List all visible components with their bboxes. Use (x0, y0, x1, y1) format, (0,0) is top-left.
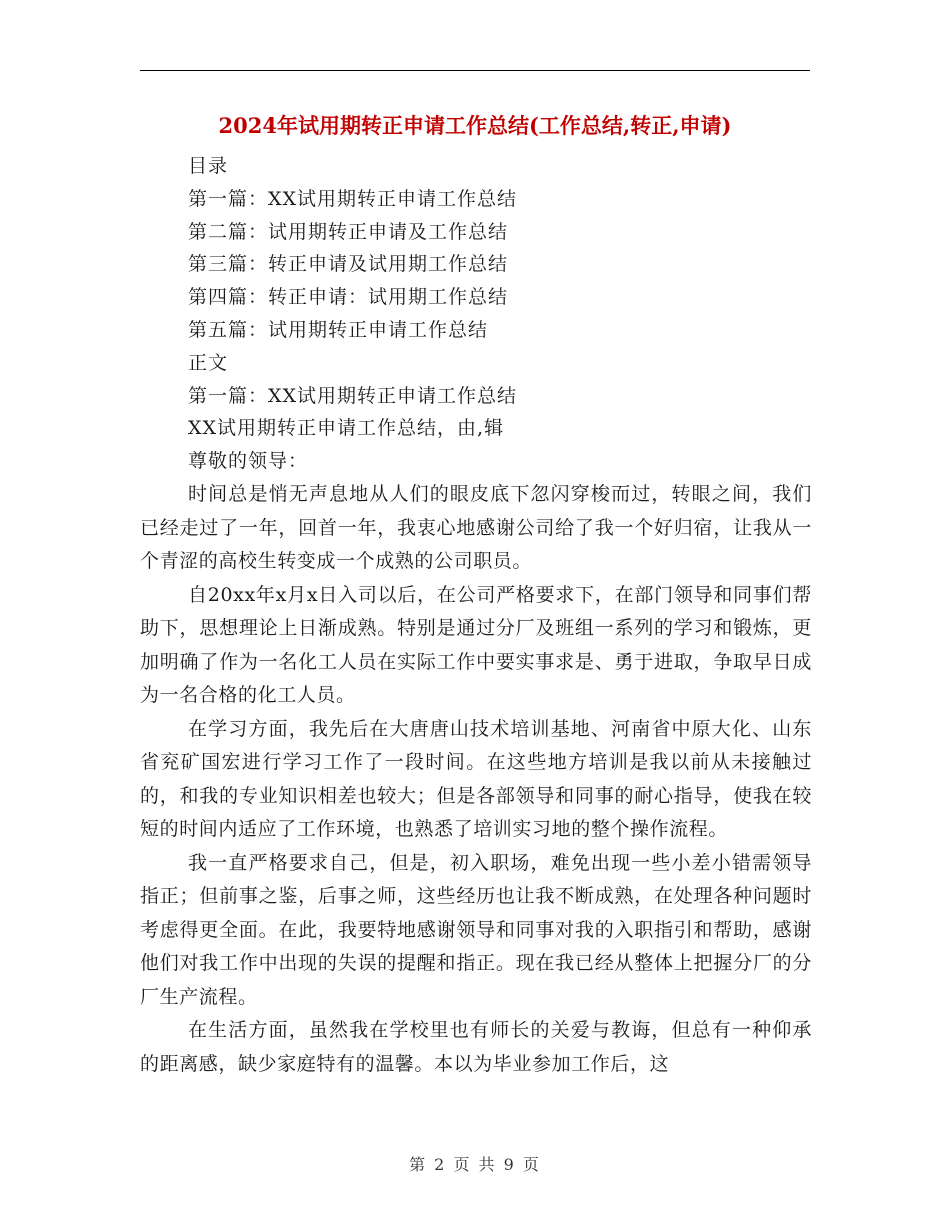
body-text (140, 478, 812, 1081)
paragraph-2: 自20xx年x月x日入司以后，在公司严格要求下，在部门领导和同事们帮助下，思想理论上日渐成熟。特别是通过分厂及班组一系列的学习和锻炼，更加明确了作为一名化工人员在实际工作中要实事求是、勇于进取，争取早日成为一名合格的化工人员。 (140, 583, 812, 706)
body-heading: 正文 (188, 351, 229, 374)
toc-heading: 目录 (188, 155, 229, 177)
document-title: 2024年试用期转正申请工作总结(工作总结,转正,申请) (218, 113, 732, 138)
toc-item-5: 第五篇：试用期转正申请工作总结 (188, 318, 489, 341)
toc-item-3: 第三篇：转正申请及试用期工作总结 (188, 253, 509, 276)
paragraph-1: 时间总是悄无声息地从人们的眼皮底下忽闪穿梭而过，转眼之间，我们已经走过了一年，回首一年，我衷心地感谢公司给了我一个好归宿，让我从一个青涩的高校生转变成一个成熟的公司职员。 (140, 483, 812, 572)
paragraph-3: 在学习方面，我先后在大唐唐山技术培训基地、河南省中原大化、山东省兖矿国宏进行学习工作了一段时间。在这些地方培训是我以前从未接触过的，和我的专业知识相差也较大；但是各部领导和同事的耐心指导，使我在较短的时间内适应了工作环境，也熟悉了培训实习地的整个操作流程。 (140, 717, 812, 840)
paragraph-5: 在生活方面，虽然我在学校里也有师长的关爱与教诲，但总有一种仰承的距离感，缺少家庭特有的温馨。本以为毕业参加工作后，这 (140, 1019, 812, 1075)
table-of-contents (188, 150, 808, 478)
header-rule (140, 70, 810, 71)
section-heading: 第一篇：XX试用期转正申请工作总结 (188, 384, 518, 407)
salutation: 尊敬的领导： (188, 450, 309, 473)
toc-item-2: 第二篇：试用期转正申请及工作总结 (188, 220, 509, 243)
section-subtitle: XX试用期转正申请工作总结，由,辑 (188, 417, 505, 440)
toc-item-1: 第一篇：XX试用期转正申请工作总结 (188, 187, 518, 210)
paragraph-4: 我一直严格要求自己，但是，初入职场，难免出现一些小差小错需领导指正；但前事之鉴，后事之师，这些经历也让我不断成熟，在处理各种问题时考虑得更全面。在此，我要特地感谢领导和同事对我的入职指引和帮助，感谢他们对我工作中出现的失误的提醒和指正。现在我已经从整体上把握分厂的分厂生产流程。 (140, 851, 812, 1008)
toc-item-4: 第四篇：转正申请：试用期工作总结 (188, 286, 509, 309)
page-number: 第 2 页 共 9 页 (409, 1155, 541, 1174)
